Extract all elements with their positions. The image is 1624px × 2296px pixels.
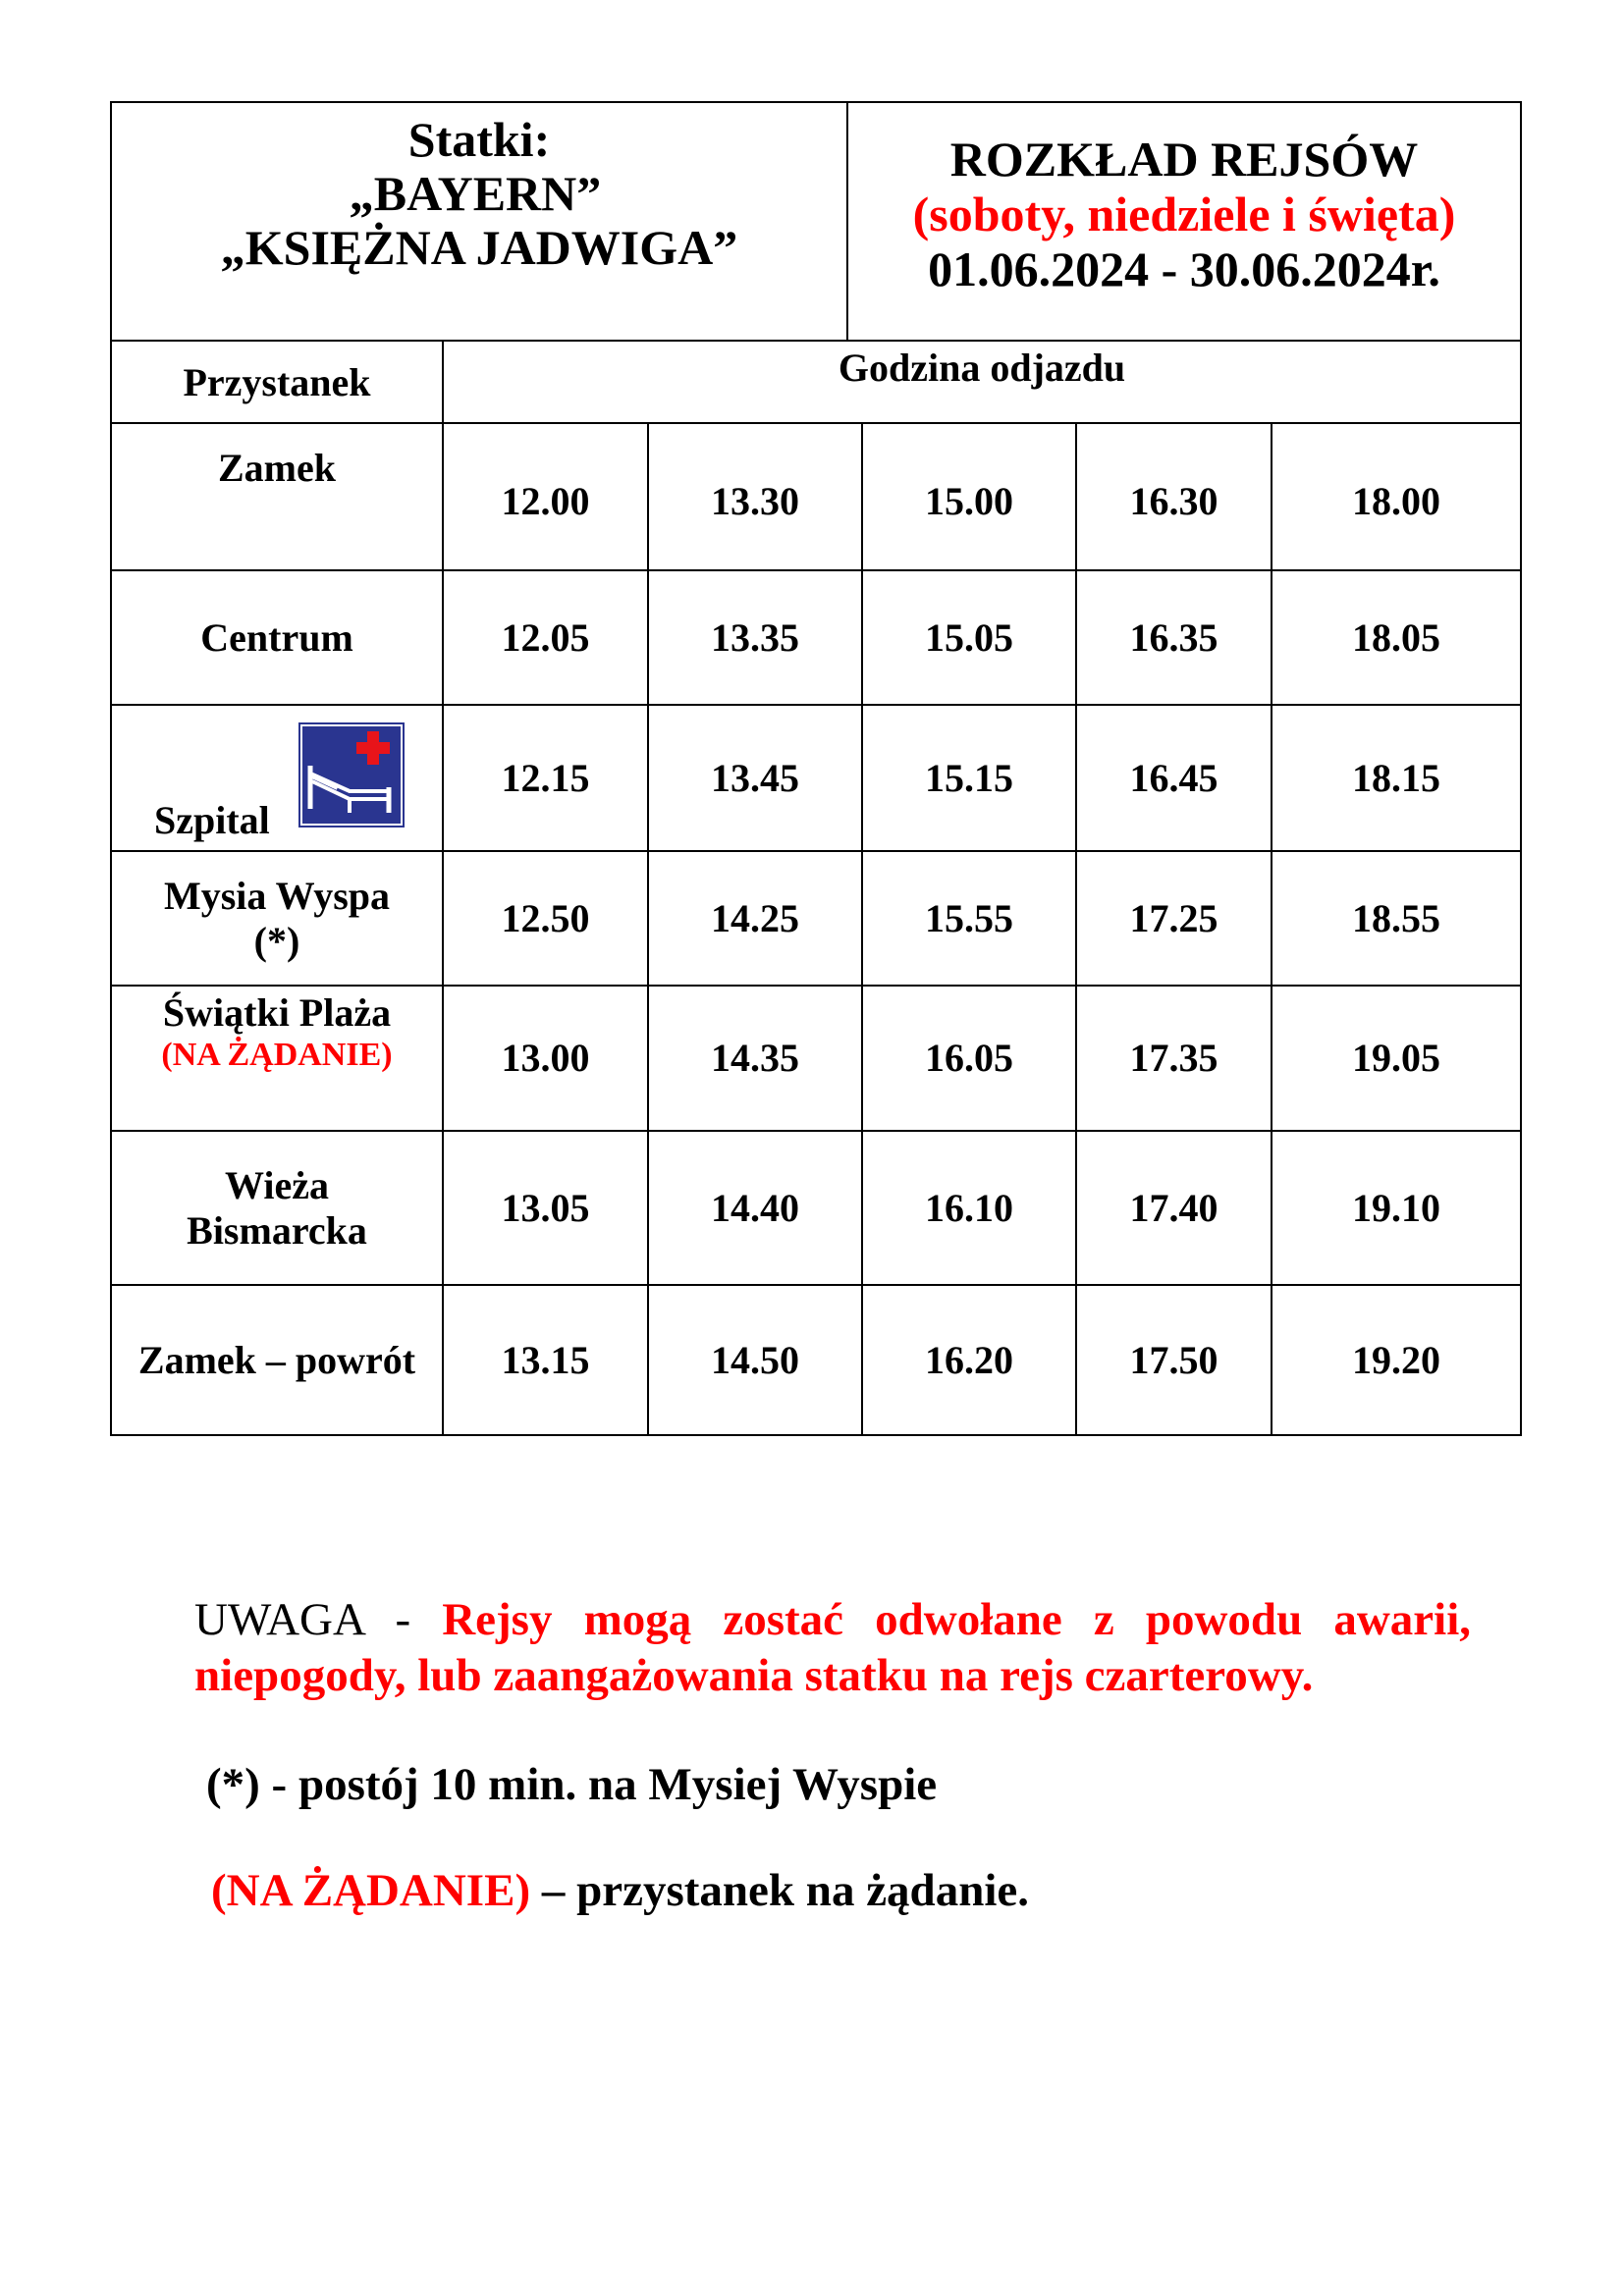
ships-label: Statki:	[407, 112, 551, 167]
stop-name: Mysia Wyspa	[163, 873, 391, 918]
departure-time: 12.15	[443, 705, 648, 851]
table-row	[111, 986, 1521, 1131]
schedule-title: ROZKŁAD REJSÓW	[949, 132, 1419, 187]
departure-time: 17.35	[1076, 986, 1272, 1131]
warning-note	[194, 1592, 1471, 1704]
departure-time: 13.45	[648, 705, 862, 851]
departure-time: 18.15	[1272, 705, 1521, 851]
column-header-stop: Przystanek	[112, 340, 444, 422]
departure-time: 13.35	[648, 570, 862, 705]
schedule-dates: 01.06.2024 - 30.06.2024r.	[928, 241, 1440, 296]
departure-time: 13.30	[648, 423, 862, 570]
departure-time: 16.45	[1076, 705, 1272, 851]
footnote-stopover: (*) - postój 10 min. na Mysiej Wyspie	[206, 1759, 938, 1810]
stop-name: Zamek	[111, 423, 443, 570]
departure-time: 14.35	[648, 986, 862, 1131]
departure-time: 14.40	[648, 1131, 862, 1285]
stop-name: Szpital	[154, 798, 270, 842]
table-row	[111, 423, 1521, 570]
table-row	[111, 1285, 1521, 1435]
departure-time: 15.55	[862, 851, 1076, 986]
ships-block	[112, 103, 848, 340]
departure-time: 15.05	[862, 570, 1076, 705]
departure-time: 13.15	[443, 1285, 648, 1435]
departure-time: 17.40	[1076, 1131, 1272, 1285]
departure-time: 16.20	[862, 1285, 1076, 1435]
departure-time: 19.20	[1272, 1285, 1521, 1435]
stop-name-cell	[111, 986, 443, 1131]
on-request-explanation: – przystanek na żądanie.	[530, 1865, 1029, 1916]
departure-time: 17.25	[1076, 851, 1272, 986]
stop-name: Zamek – powrót	[111, 1285, 443, 1435]
hospital-bed-icon	[298, 722, 405, 828]
stop-name-cell	[111, 1131, 443, 1285]
stop-name: Wieża	[225, 1162, 329, 1207]
stop-name-cell	[111, 851, 443, 986]
stop-name: Centrum	[111, 570, 443, 705]
departure-time: 16.35	[1076, 570, 1272, 705]
departure-time: 16.10	[862, 1131, 1076, 1285]
stop-name: Świątki Plaża	[162, 990, 392, 1035]
departure-time: 13.00	[443, 986, 648, 1131]
column-header-departure-time: Godzina odjazdu	[838, 346, 1126, 390]
departure-time: 12.00	[443, 423, 648, 570]
footnote-on-request	[211, 1863, 1029, 1919]
schedule-days: (soboty, niedziele i święta)	[912, 187, 1456, 241]
warning-label: UWAGA -	[194, 1594, 443, 1645]
ship-name-bayern: „BAYERN”	[349, 166, 602, 221]
schedule-title-block	[848, 103, 1520, 368]
header-table	[110, 101, 1522, 342]
on-request-label: (NA ŻĄDANIE)	[211, 1865, 531, 1916]
warning-text-1: Rejsy mogą zostać odwołane z powodu awarii,	[442, 1594, 1471, 1645]
departure-time: 19.10	[1272, 1131, 1521, 1285]
stop-name-cell	[111, 705, 443, 851]
table-row	[111, 1131, 1521, 1285]
departure-time: 17.50	[1076, 1285, 1272, 1435]
departure-time: 15.00	[862, 423, 1076, 570]
departure-time: 12.05	[443, 570, 648, 705]
stop-name-line2: Bismarcka	[187, 1207, 367, 1253]
departure-time: 18.05	[1272, 570, 1521, 705]
departure-time: 13.05	[443, 1131, 648, 1285]
departure-time: 19.05	[1272, 986, 1521, 1131]
table-row	[111, 851, 1521, 986]
column-header-row	[110, 340, 1522, 424]
departure-time: 12.50	[443, 851, 648, 986]
departure-time: 14.25	[648, 851, 862, 986]
schedule-table	[110, 422, 1522, 1436]
departure-time: 18.00	[1272, 423, 1521, 570]
departure-time: 18.55	[1272, 851, 1521, 986]
warning-line-1	[194, 1592, 1471, 1648]
departure-time: 14.50	[648, 1285, 862, 1435]
table-row	[111, 705, 1521, 851]
table-row	[111, 570, 1521, 705]
warning-text-2: niepogody, lub zaangażowania statku na rejs czarterowy.	[194, 1650, 1314, 1701]
ship-name-ksiezna-jadwiga: „KSIĘŻNA JADWIGA”	[220, 220, 738, 275]
departure-time: 16.30	[1076, 423, 1272, 570]
on-request-badge: (NA ŻĄDANIE)	[161, 1037, 393, 1073]
departure-time: 15.15	[862, 705, 1076, 851]
stop-footnote-marker: (*)	[253, 918, 300, 963]
departure-time: 16.05	[862, 986, 1076, 1131]
